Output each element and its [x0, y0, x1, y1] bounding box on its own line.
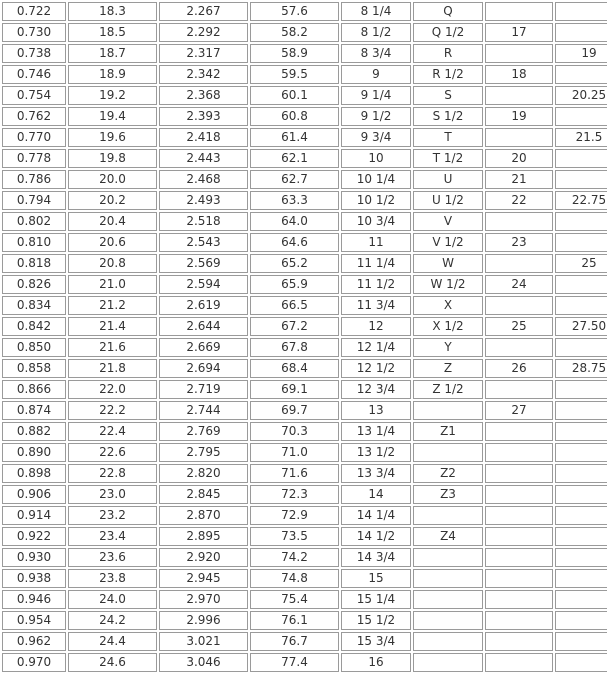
table-cell: 11 [341, 233, 411, 252]
table-cell [555, 380, 607, 399]
table-cell [413, 632, 483, 651]
table-cell [555, 464, 607, 483]
table-cell: Z2 [413, 464, 483, 483]
table-cell: 0.730 [2, 23, 66, 42]
table-cell: 57.6 [250, 2, 339, 21]
table-cell: 24.6 [68, 653, 157, 672]
table-cell: 8 3/4 [341, 44, 411, 63]
table-cell: 24.2 [68, 611, 157, 630]
table-cell: Z3 [413, 485, 483, 504]
table-cell [555, 548, 607, 567]
table-cell: 62.7 [250, 170, 339, 189]
table-cell: 70.3 [250, 422, 339, 441]
table-cell: 2.820 [159, 464, 248, 483]
table-cell: 2.970 [159, 590, 248, 609]
table-row [2, 254, 607, 273]
table-cell: 15 1/2 [341, 611, 411, 630]
table-cell [413, 401, 483, 420]
table-row [2, 107, 607, 126]
table-cell: 22.75 [555, 191, 607, 210]
table-cell: 25 [555, 254, 607, 273]
table-cell: U [413, 170, 483, 189]
table-cell: R [413, 44, 483, 63]
table-cell: 26 [485, 359, 553, 378]
table-cell [485, 2, 553, 21]
table-cell: 64.6 [250, 233, 339, 252]
table-cell [555, 485, 607, 504]
table-cell: 0.898 [2, 464, 66, 483]
table-cell [485, 548, 553, 567]
table-cell: 0.954 [2, 611, 66, 630]
table-cell: 0.818 [2, 254, 66, 273]
table-cell: 9 [341, 65, 411, 84]
table-cell: 22.8 [68, 464, 157, 483]
table-row [2, 317, 607, 336]
table-cell: S [413, 86, 483, 105]
table-cell: 58.9 [250, 44, 339, 63]
table-cell [413, 506, 483, 525]
table-cell: 2.619 [159, 296, 248, 315]
table-cell: 69.7 [250, 401, 339, 420]
table-cell: Z4 [413, 527, 483, 546]
table-cell: 61.4 [250, 128, 339, 147]
table-cell: 67.2 [250, 317, 339, 336]
table-cell: X 1/2 [413, 317, 483, 336]
table-cell: 2.443 [159, 149, 248, 168]
table-cell: 21.6 [68, 338, 157, 357]
table-cell: 10 [341, 149, 411, 168]
table-cell: 3.021 [159, 632, 248, 651]
table-cell: 2.292 [159, 23, 248, 42]
table-cell: 0.802 [2, 212, 66, 231]
table-cell: 0.962 [2, 632, 66, 651]
table-cell [485, 485, 553, 504]
table-cell: 2.594 [159, 275, 248, 294]
table-row [2, 632, 607, 651]
table-cell: 2.468 [159, 170, 248, 189]
table-cell: 27 [485, 401, 553, 420]
table-cell: 2.845 [159, 485, 248, 504]
table-cell: 9 1/2 [341, 107, 411, 126]
table-cell: 19.4 [68, 107, 157, 126]
table-cell: 0.810 [2, 233, 66, 252]
table-cell: 75.4 [250, 590, 339, 609]
table-cell: 65.2 [250, 254, 339, 273]
table-row [2, 86, 607, 105]
table-cell [413, 443, 483, 462]
table-cell: U 1/2 [413, 191, 483, 210]
table-cell [485, 296, 553, 315]
table-row [2, 653, 607, 672]
table-cell [555, 569, 607, 588]
table-cell: 0.914 [2, 506, 66, 525]
table-row [2, 611, 607, 630]
table-cell: 2.644 [159, 317, 248, 336]
table-cell: 20.2 [68, 191, 157, 210]
table-cell [555, 212, 607, 231]
table-cell: 23.8 [68, 569, 157, 588]
table-cell: 0.930 [2, 548, 66, 567]
table-body [2, 2, 607, 672]
table-cell: Q [413, 2, 483, 21]
table-cell: 13 3/4 [341, 464, 411, 483]
table-cell: 11 1/2 [341, 275, 411, 294]
table-cell [413, 590, 483, 609]
table-cell: 17 [485, 23, 553, 42]
table-cell: W 1/2 [413, 275, 483, 294]
table-cell [485, 212, 553, 231]
table-cell: X [413, 296, 483, 315]
table-cell: 22.0 [68, 380, 157, 399]
table-cell: 12 3/4 [341, 380, 411, 399]
table-cell: 2.267 [159, 2, 248, 21]
table-cell: 0.858 [2, 359, 66, 378]
table-row [2, 233, 607, 252]
table-cell: Z 1/2 [413, 380, 483, 399]
table-cell: 2.518 [159, 212, 248, 231]
table-cell [485, 86, 553, 105]
table-cell [555, 443, 607, 462]
table-cell: 23 [485, 233, 553, 252]
table-cell: 20 [485, 149, 553, 168]
table-cell: 10 1/4 [341, 170, 411, 189]
table-cell: 13 1/2 [341, 443, 411, 462]
table-cell: 22 [485, 191, 553, 210]
table-cell: 22.4 [68, 422, 157, 441]
table-cell: 0.754 [2, 86, 66, 105]
table-cell: 20.0 [68, 170, 157, 189]
table-cell: 18 [485, 65, 553, 84]
table-cell: 13 1/4 [341, 422, 411, 441]
table-cell: 11 3/4 [341, 296, 411, 315]
table-cell: 3.046 [159, 653, 248, 672]
table-cell [413, 569, 483, 588]
table-cell: 28.75 [555, 359, 607, 378]
table-cell: 74.8 [250, 569, 339, 588]
table-cell: 15 [341, 569, 411, 588]
table-cell: 2.895 [159, 527, 248, 546]
table-cell [485, 611, 553, 630]
table-cell: W [413, 254, 483, 273]
table-cell: Q 1/2 [413, 23, 483, 42]
table-cell: 12 1/4 [341, 338, 411, 357]
table-cell: 9 3/4 [341, 128, 411, 147]
table-cell: 19.6 [68, 128, 157, 147]
table-row [2, 65, 607, 84]
table-cell: 14 3/4 [341, 548, 411, 567]
table-cell: 2.945 [159, 569, 248, 588]
table-cell: 21.2 [68, 296, 157, 315]
table-cell: Z [413, 359, 483, 378]
table-cell [555, 632, 607, 651]
table-cell: 0.866 [2, 380, 66, 399]
table-cell [555, 23, 607, 42]
table-cell [485, 590, 553, 609]
table-row [2, 191, 607, 210]
table-cell: 10 3/4 [341, 212, 411, 231]
table-cell: 18.5 [68, 23, 157, 42]
table-cell: 0.890 [2, 443, 66, 462]
table-cell: 15 3/4 [341, 632, 411, 651]
table-cell: 60.1 [250, 86, 339, 105]
table-cell: 10 1/2 [341, 191, 411, 210]
table-cell: 0.946 [2, 590, 66, 609]
table-row [2, 149, 607, 168]
table-cell: 24.0 [68, 590, 157, 609]
table-cell: 19 [555, 44, 607, 63]
table-cell [555, 107, 607, 126]
table-row [2, 422, 607, 441]
table-cell: 0.786 [2, 170, 66, 189]
table-cell: 73.5 [250, 527, 339, 546]
table-row [2, 23, 607, 42]
table-cell: 18.3 [68, 2, 157, 21]
table-cell: 24.4 [68, 632, 157, 651]
table-cell: 0.778 [2, 149, 66, 168]
table-row [2, 590, 607, 609]
table-cell: 21.4 [68, 317, 157, 336]
table-row [2, 359, 607, 378]
table-cell: 74.2 [250, 548, 339, 567]
table-cell: 2.342 [159, 65, 248, 84]
table-cell [485, 338, 553, 357]
table-cell [485, 422, 553, 441]
table-cell: 0.842 [2, 317, 66, 336]
table-row [2, 506, 607, 525]
table-cell: 27.50 [555, 317, 607, 336]
table-cell: 0.826 [2, 275, 66, 294]
table-cell: Y [413, 338, 483, 357]
table-cell: 8 1/2 [341, 23, 411, 42]
table-cell [485, 254, 553, 273]
table-cell: V 1/2 [413, 233, 483, 252]
table-cell [485, 632, 553, 651]
table-cell: 18.9 [68, 65, 157, 84]
table-cell: 0.834 [2, 296, 66, 315]
table-cell [413, 653, 483, 672]
table-cell: 65.9 [250, 275, 339, 294]
table-cell: 21.8 [68, 359, 157, 378]
table-cell [485, 653, 553, 672]
table-cell: 14 1/4 [341, 506, 411, 525]
table-cell: R 1/2 [413, 65, 483, 84]
table-cell [555, 170, 607, 189]
table-cell: 0.906 [2, 485, 66, 504]
table-cell [555, 149, 607, 168]
table-cell: 0.770 [2, 128, 66, 147]
table-cell: 0.762 [2, 107, 66, 126]
table-row [2, 464, 607, 483]
table-cell: 2.744 [159, 401, 248, 420]
table-cell [485, 464, 553, 483]
table-cell: 58.2 [250, 23, 339, 42]
table-cell: 67.8 [250, 338, 339, 357]
table-cell: 2.493 [159, 191, 248, 210]
table-cell: 76.7 [250, 632, 339, 651]
table-cell: 2.543 [159, 233, 248, 252]
table-cell: 76.1 [250, 611, 339, 630]
table-cell [485, 443, 553, 462]
table-cell: 0.850 [2, 338, 66, 357]
table-cell: 72.9 [250, 506, 339, 525]
table-row [2, 527, 607, 546]
table-cell: 20.4 [68, 212, 157, 231]
table-cell: 2.368 [159, 86, 248, 105]
table-row [2, 338, 607, 357]
table-cell: 19.2 [68, 86, 157, 105]
table-cell: 71.6 [250, 464, 339, 483]
table-cell: 62.1 [250, 149, 339, 168]
table-cell: 21.5 [555, 128, 607, 147]
table-cell: T 1/2 [413, 149, 483, 168]
table-cell [555, 653, 607, 672]
table-cell: Z1 [413, 422, 483, 441]
table-cell: 2.418 [159, 128, 248, 147]
table-cell: 0.882 [2, 422, 66, 441]
table-cell: 22.2 [68, 401, 157, 420]
table-cell: 23.6 [68, 548, 157, 567]
table-cell: 71.0 [250, 443, 339, 462]
table-cell: 20.8 [68, 254, 157, 273]
table-cell: 2.317 [159, 44, 248, 63]
table-cell: 72.3 [250, 485, 339, 504]
table-cell: 21 [485, 170, 553, 189]
table-cell [555, 65, 607, 84]
table-cell: 2.669 [159, 338, 248, 357]
table-row [2, 380, 607, 399]
table-cell [555, 422, 607, 441]
table-cell: 0.722 [2, 2, 66, 21]
table-cell: 14 [341, 485, 411, 504]
table-cell: 66.5 [250, 296, 339, 315]
table-cell: 64.0 [250, 212, 339, 231]
table-row [2, 485, 607, 504]
table-cell: 2.719 [159, 380, 248, 399]
table-cell [555, 611, 607, 630]
table-cell: V [413, 212, 483, 231]
table-cell [555, 506, 607, 525]
table-cell: 13 [341, 401, 411, 420]
table-cell: 0.938 [2, 569, 66, 588]
table-cell: 20.6 [68, 233, 157, 252]
table-cell: 19.8 [68, 149, 157, 168]
table-row [2, 275, 607, 294]
table-cell: 2.694 [159, 359, 248, 378]
table-row [2, 170, 607, 189]
table-cell: 0.922 [2, 527, 66, 546]
table-cell [485, 380, 553, 399]
table-cell: 68.4 [250, 359, 339, 378]
table-cell: 21.0 [68, 275, 157, 294]
table-row [2, 569, 607, 588]
table-row [2, 548, 607, 567]
table-cell [555, 233, 607, 252]
table-cell [555, 296, 607, 315]
table-cell [485, 506, 553, 525]
table-cell [555, 275, 607, 294]
table-row [2, 44, 607, 63]
table-cell: 63.3 [250, 191, 339, 210]
table-row [2, 212, 607, 231]
table-cell [555, 338, 607, 357]
table-cell: 23.4 [68, 527, 157, 546]
table-cell: 20.25 [555, 86, 607, 105]
table-cell [555, 590, 607, 609]
table-cell [413, 548, 483, 567]
table-cell: 2.393 [159, 107, 248, 126]
table-row [2, 401, 607, 420]
table-cell: 2.870 [159, 506, 248, 525]
table-cell: 8 1/4 [341, 2, 411, 21]
table-cell: 0.794 [2, 191, 66, 210]
table-cell [555, 527, 607, 546]
table-cell [485, 128, 553, 147]
table-cell: 0.738 [2, 44, 66, 63]
table-cell: 23.0 [68, 485, 157, 504]
table-cell: 18.7 [68, 44, 157, 63]
table-cell: 2.569 [159, 254, 248, 273]
table-cell [555, 401, 607, 420]
table-cell: 59.5 [250, 65, 339, 84]
table-cell [485, 44, 553, 63]
table-cell: S 1/2 [413, 107, 483, 126]
table-cell: 24 [485, 275, 553, 294]
table-cell [485, 569, 553, 588]
table-cell: 12 1/2 [341, 359, 411, 378]
table-cell: 2.795 [159, 443, 248, 462]
table-cell: T [413, 128, 483, 147]
table-cell: 77.4 [250, 653, 339, 672]
table-cell: 0.874 [2, 401, 66, 420]
table-cell: 11 1/4 [341, 254, 411, 273]
table-row [2, 296, 607, 315]
table-cell: 0.970 [2, 653, 66, 672]
table-cell: 2.769 [159, 422, 248, 441]
table-cell: 12 [341, 317, 411, 336]
table-cell: 0.746 [2, 65, 66, 84]
table-cell: 25 [485, 317, 553, 336]
table-row [2, 128, 607, 147]
table-row [2, 2, 607, 21]
table-cell: 15 1/4 [341, 590, 411, 609]
table-row [2, 443, 607, 462]
table-cell: 23.2 [68, 506, 157, 525]
table-cell: 60.8 [250, 107, 339, 126]
table-cell: 14 1/2 [341, 527, 411, 546]
table-cell: 69.1 [250, 380, 339, 399]
table-cell: 19 [485, 107, 553, 126]
table-cell [413, 611, 483, 630]
table-cell: 22.6 [68, 443, 157, 462]
table-cell [485, 527, 553, 546]
table-cell: 16 [341, 653, 411, 672]
table-cell [555, 2, 607, 21]
table-cell: 2.996 [159, 611, 248, 630]
table-cell: 9 1/4 [341, 86, 411, 105]
table-cell: 2.920 [159, 548, 248, 567]
